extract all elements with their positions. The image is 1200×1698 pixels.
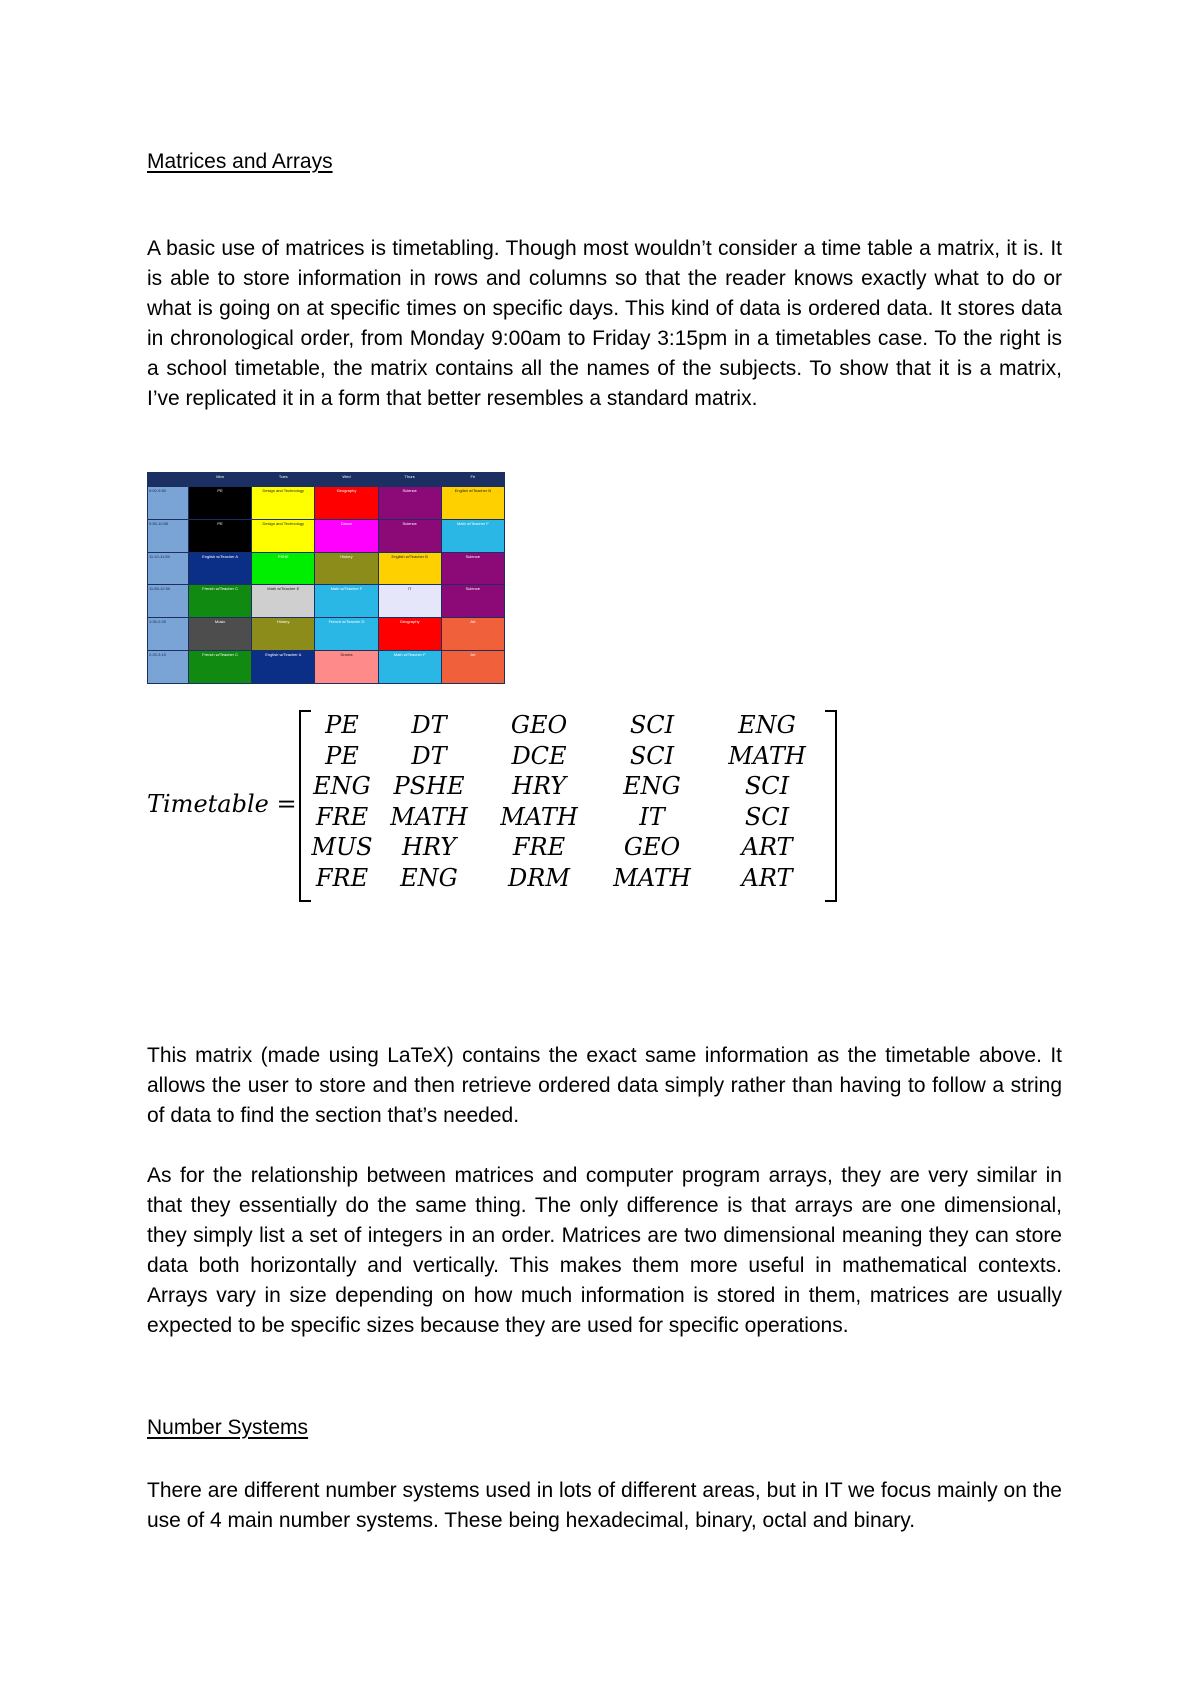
matrix-entry: DRM [508, 863, 570, 892]
timetable-row [148, 585, 505, 618]
matrix-entry: FRE [315, 802, 369, 831]
timetable-cell: Science [441, 585, 504, 618]
timetable-cell: Dance [315, 519, 378, 552]
matrix-entry: PSHE [393, 772, 465, 800]
matrix-entry: SCI [744, 772, 790, 800]
section-heading-matrices: Matrices and Arrays [147, 150, 333, 173]
matrix-entry: MUS [311, 833, 373, 861]
timetable-cell: PSHE [252, 552, 315, 585]
timetable-cell: French w/Teacher D [315, 618, 378, 651]
timetable-cell: Music [189, 618, 252, 651]
matrix-entry: ART [741, 863, 793, 892]
timetable-cell: Science [378, 519, 441, 552]
matrix-entry: FRE [315, 863, 369, 892]
matrix-row [309, 741, 825, 772]
timetable-time-cell: 9:55-10:55 [148, 519, 189, 552]
timetable-cell: History [315, 552, 378, 585]
matrix-entry: MATH [500, 802, 578, 831]
timetable-cell: Geography [315, 487, 378, 520]
matrix-entry: GEO [510, 711, 568, 739]
timetable-cell: English w/Teacher A [189, 552, 252, 585]
matrix-entry: SCI [629, 741, 675, 770]
timetable-cell: Math w/Teacher F [441, 519, 504, 552]
matrix-label: Timetable = [147, 790, 297, 818]
timetable-time-cell: 9:00-9:55 [148, 487, 189, 520]
timetable-cell: French w/Teacher C [189, 651, 252, 684]
timetable-time-cell: 1:35-2:25 [148, 618, 189, 651]
matrix-entry: ENG [400, 863, 458, 892]
matrix-entry: PE [325, 741, 359, 770]
timetable-image [147, 472, 505, 684]
timetable-cell: Math w/Teacher F [315, 585, 378, 618]
timetable-row [148, 618, 505, 651]
timetable-cell: Math w/Teacher F [378, 651, 441, 684]
matrix-entry: PE [325, 711, 359, 739]
matrix-row [309, 863, 825, 894]
timetable-cell: PE [189, 519, 252, 552]
timetable-day-header: Mon [189, 473, 252, 487]
matrix-row [309, 710, 825, 741]
timetable-row [148, 487, 505, 520]
timetable-cell: Drama [315, 651, 378, 684]
matrix-entry: IT [639, 802, 665, 831]
timetable-time-cell: 11:55-12:50 [148, 585, 189, 618]
timetable-cell: Art [441, 651, 504, 684]
timetable-cell: English w/Teacher A [252, 651, 315, 684]
matrix-entry: ENG [738, 711, 796, 739]
paragraph-number-systems: There are different number systems used in lots of different areas, but in IT we focus mainly on the use of 4 main number systems. These being hexadecimal, binary, octal and binary. [147, 1479, 1062, 1532]
timetable-time-cell: 11:10-11:55 [148, 552, 189, 585]
timetable-header-row [148, 473, 505, 487]
paragraph-latex-matrix: This matrix (made using LaTeX) contains the exact same information as the timetable above. It allows the user to store and then retrieve ordered data simply rather than having to follow a string of data to find the section that’s needed. [147, 1044, 1062, 1127]
timetable-time-cell: 2:25-3:15 [148, 651, 189, 684]
timetable-cell: PE [189, 487, 252, 520]
section-heading-number-systems: Number Systems [147, 1416, 309, 1439]
matrix-entry: HRY [511, 772, 567, 800]
matrix-row [309, 771, 825, 802]
timetable-cell: Science [378, 487, 441, 520]
timetable-cell: English w/Teacher B [441, 487, 504, 520]
paragraph-timetabling: A basic use of matrices is timetabling. Though most wouldn’t consider a time table a matrix, it is. It is able to store information in rows and columns so that the reader knows exactly what to do or what is going on at specific times on specific days. This kind of data is ordered data. It stores data in chronological order, from Monday 9:00am to Friday 3:15pm in a timetables case. To the right is a school timetable, the matrix contains all the names of the subjects. To show that it is a matrix, I’ve replicated it in a form that better resembles a standard matrix. [147, 237, 1062, 410]
timetable-row [148, 552, 505, 585]
matrix-grid [309, 710, 825, 893]
timetable-cell: English w/Teacher B [378, 552, 441, 585]
matrix-row [309, 832, 825, 863]
matrix-entry: MATH [728, 741, 806, 770]
matrix-row [309, 802, 825, 833]
matrix-entry: ART [741, 833, 793, 861]
matrix-entry: DT [411, 711, 447, 739]
timetable-day-header: Thurs [378, 473, 441, 487]
matrix-entry: HRY [401, 833, 457, 861]
matrix-entry: DT [411, 741, 447, 770]
timetable-cell: IT [378, 585, 441, 618]
timetable-row [148, 519, 505, 552]
timetable-corner-cell [148, 473, 189, 487]
timetable-cell: Science [441, 552, 504, 585]
matrix-entry: DCE [511, 741, 567, 770]
timetable-row [148, 651, 505, 684]
timetable-day-header: Fri [441, 473, 504, 487]
matrix-entry: MATH [613, 863, 691, 892]
matrix-entry: SCI [629, 711, 675, 739]
matrix-entry: ENG [623, 772, 681, 800]
timetable-cell: History [252, 618, 315, 651]
matrix-entry: FRE [512, 833, 566, 861]
timetable-cell: Design and Technology [252, 487, 315, 520]
matrix-entry: GEO [623, 833, 681, 861]
timetable-day-header: Tues [252, 473, 315, 487]
paragraph-arrays: As for the relationship between matrices and computer program arrays, they are very similar in that they essentially do the same thing. The only difference is that arrays are one dimensional, they simply list a set of integers in an order. Matrices are two dimensional meaning they can store data both horizontally and vertically. This makes them more useful in mathematical contexts. Arrays vary in size depending on how much information is stored in them, matrices are usually expected to be specific sizes because they are used for specific operations. [147, 1164, 1062, 1337]
matrix-entry: MATH [390, 802, 468, 831]
matrix-right-bracket [825, 710, 837, 902]
timetable-cell: Geography [378, 618, 441, 651]
matrix-entry: SCI [744, 802, 790, 831]
timetable-cell: Design and Technology [252, 519, 315, 552]
matrix-entry: ENG [313, 772, 371, 800]
timetable-day-header: Wed [315, 473, 378, 487]
timetable-cell: Art [441, 618, 504, 651]
timetable-cell: French w/Teacher C [189, 585, 252, 618]
timetable-cell: Math w/Teacher E [252, 585, 315, 618]
timetable-matrix [147, 706, 847, 906]
